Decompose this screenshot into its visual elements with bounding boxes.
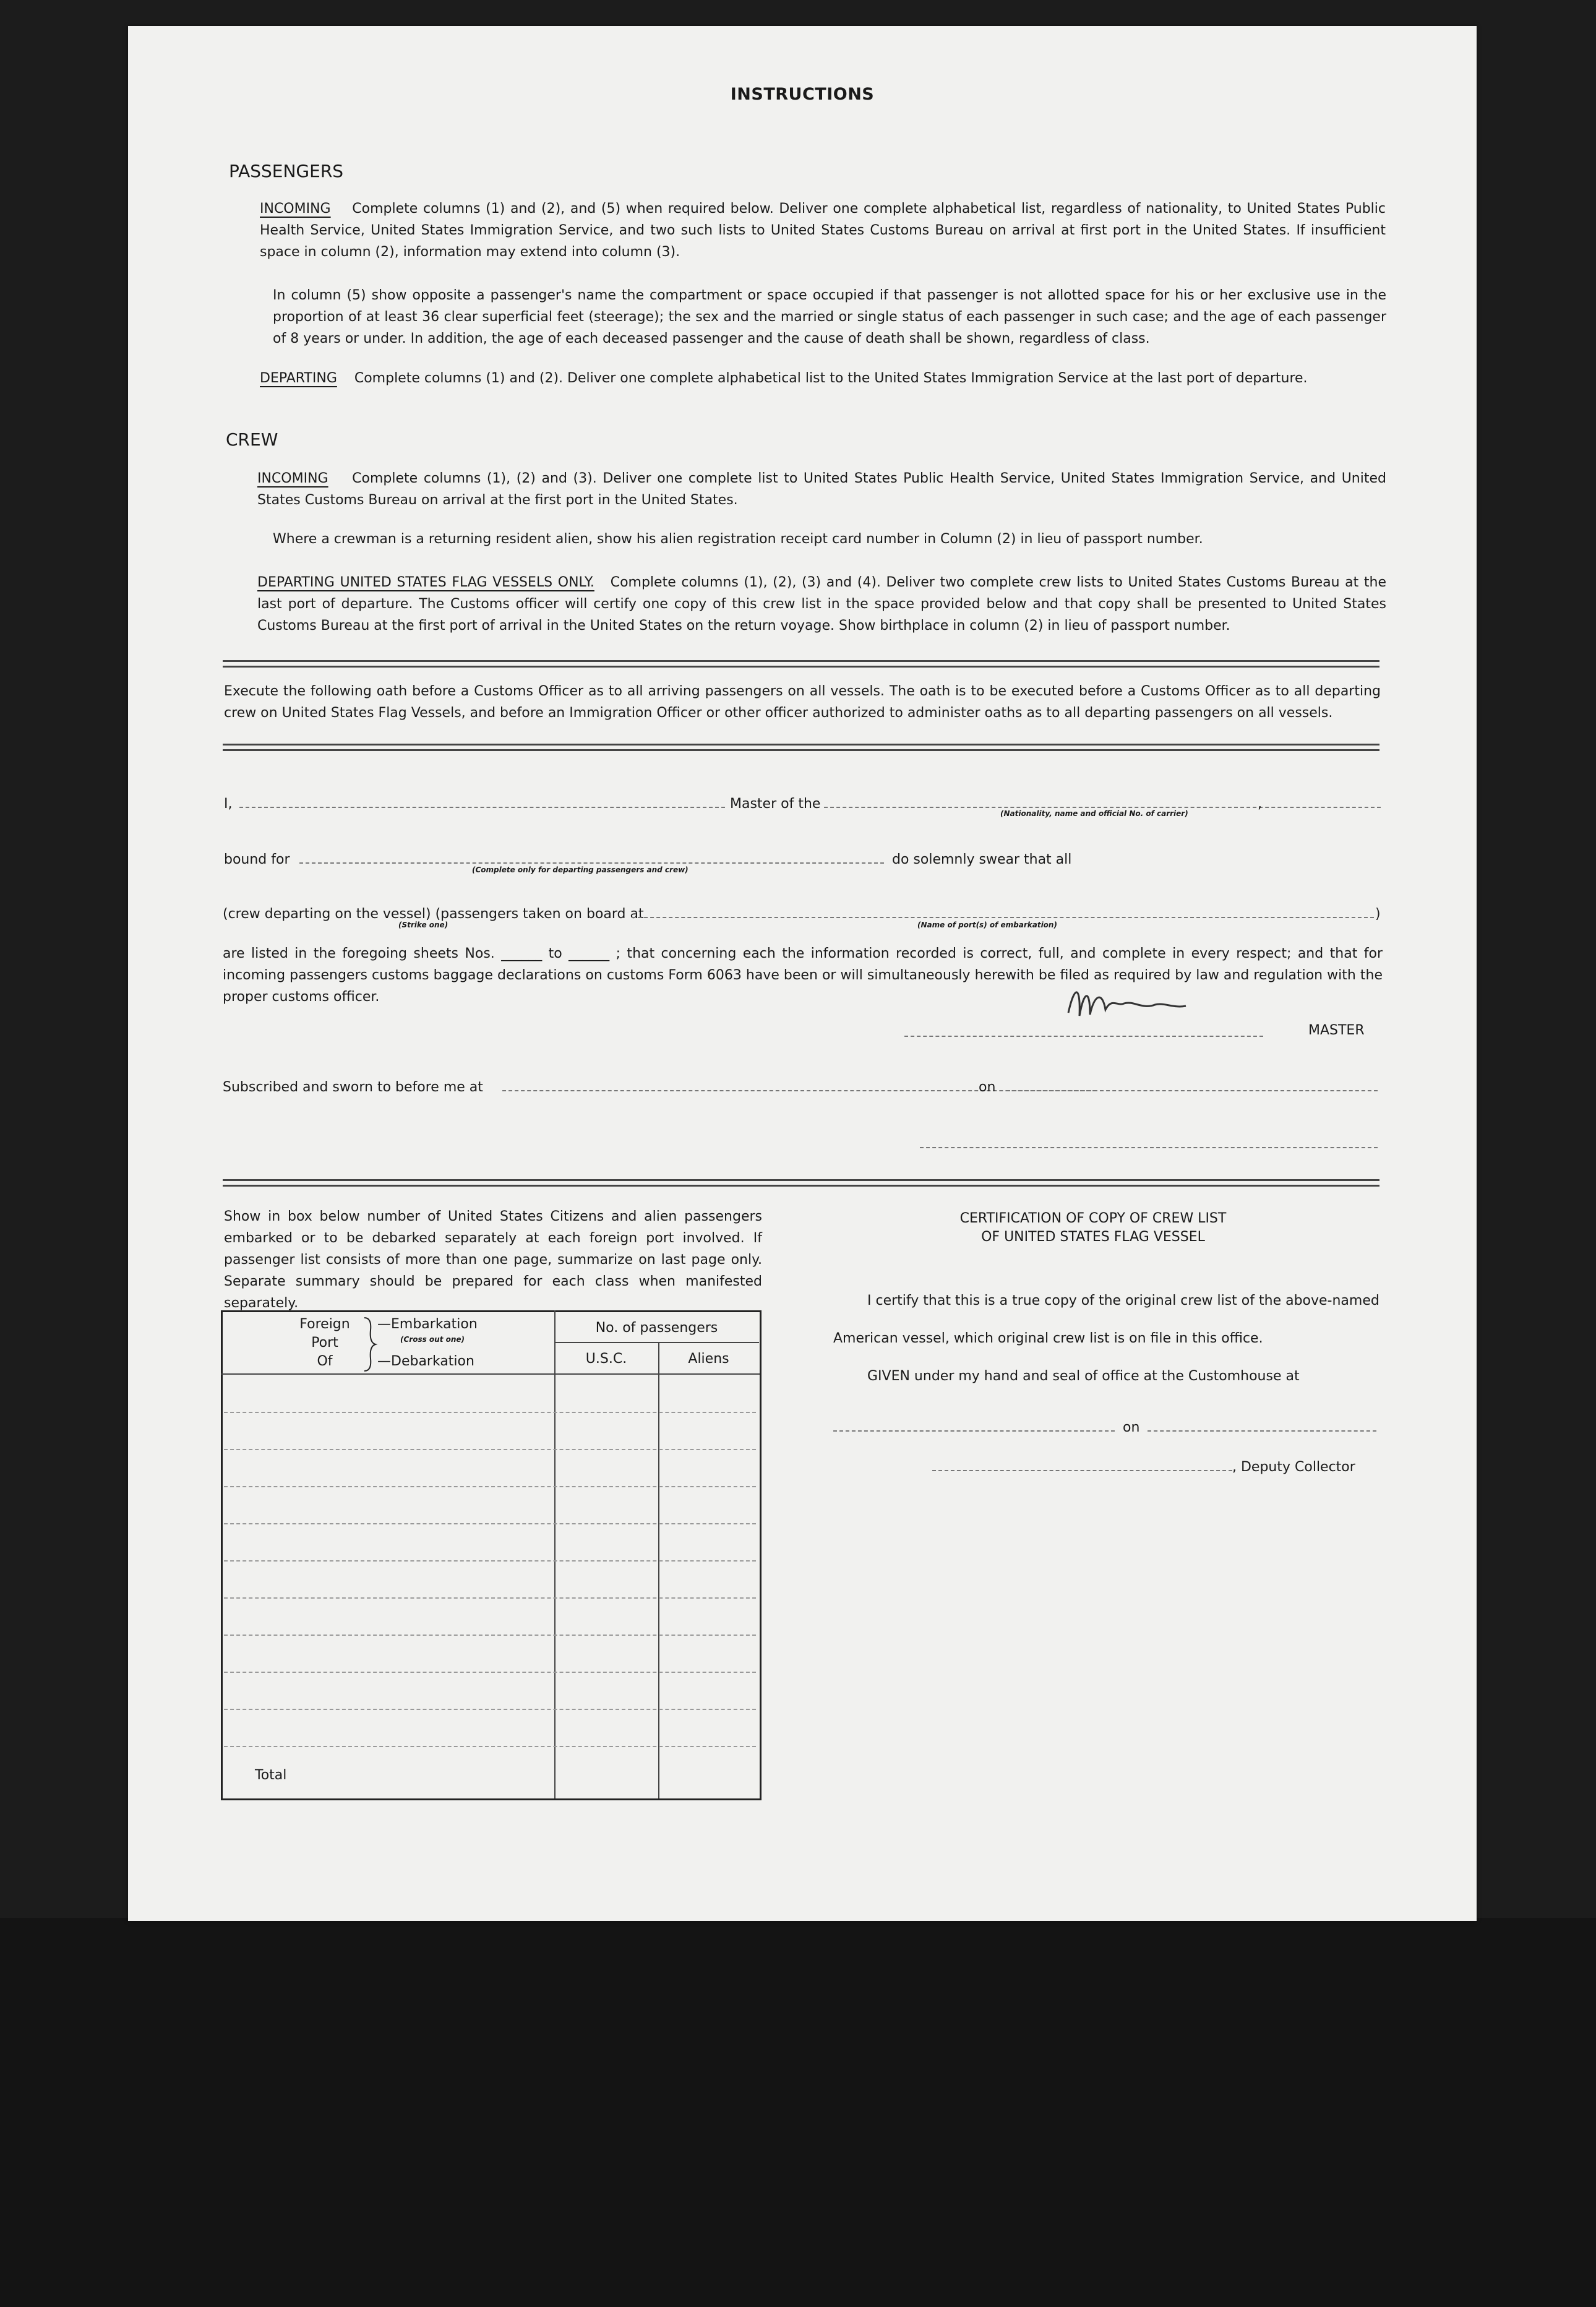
brace-icon [362, 1317, 378, 1372]
on-label: on [979, 1080, 996, 1095]
oath-i-label: I, [224, 796, 233, 812]
cert-on-label: on [1123, 1420, 1140, 1435]
cross-out-note: (Cross out one) [400, 1335, 465, 1344]
crew-departing-paragraph [257, 572, 1386, 637]
embarkation-label: —Embarkation [377, 1317, 478, 1332]
no-passengers-header: No. of passengers [595, 1320, 718, 1336]
master-signature [1056, 979, 1242, 1028]
page-title: INSTRUCTIONS [730, 85, 875, 104]
crew-resident-text: Where a crewman is a returning resident alien, show his alien registration receipt card number in Column (2) in lieu of passport number. [273, 531, 1203, 547]
table-row[interactable] [224, 1672, 756, 1673]
complete-only-note: (Complete only for departing passengers and crew) [472, 866, 689, 874]
subscribed-label: Subscribed and sworn to before me at [223, 1080, 483, 1095]
certification-title-line2: OF UNITED STATES FLAG VESSEL [981, 1229, 1205, 1245]
crew-departing-label: DEPARTING UNITED STATES FLAG VESSELS ONLY. [257, 575, 594, 590]
crew-incoming-label: INCOMING [257, 471, 328, 486]
table-row[interactable] [224, 1523, 756, 1524]
table-row[interactable] [224, 1560, 756, 1562]
master-label: MASTER [1308, 1023, 1365, 1038]
certification-date-field[interactable] [1148, 1430, 1376, 1432]
of-label: Of [317, 1354, 333, 1369]
scan-background [0, 1918, 1596, 2307]
table-divider [554, 1310, 556, 1798]
passengers-departing-text: Complete columns (1) and (2). Deliver one complete alphabetical list to the United States Immigration Service at the last port of departure. [354, 371, 1308, 386]
total-label: Total [255, 1768, 287, 1783]
summary-instructions: Show in box below number of United States Citizens and alien passengers embarked or to be debarked separately at each foreign port involved. If passenger list consists of more than one page, summarize on last page only. Separate summary should be prepared for each class when manifested separately. [224, 1209, 762, 1311]
sworn-date-field[interactable] [1006, 1090, 1378, 1091]
passengers-heading: PASSENGERS [229, 161, 344, 181]
crew-incoming-text: Complete columns (1), (2) and (3). Deliver one complete list to United States Public Health Service, United States Immigration Service, and United States Customs Bureau on arrival at the first port in the United States. [257, 471, 1386, 508]
usc-header: U.S.C. [585, 1351, 627, 1367]
table-row[interactable] [224, 1635, 756, 1636]
deputy-collector-signature-line[interactable] [932, 1470, 1232, 1471]
table-row[interactable] [224, 1597, 756, 1599]
passengers-incoming-paragraph [260, 198, 1386, 263]
master-name-field[interactable] [239, 807, 725, 808]
swear-label: do solemnly swear that all [892, 852, 1072, 867]
passengers-incoming-label: INCOMING [260, 201, 331, 217]
carrier-field[interactable] [824, 807, 1381, 808]
table-divider [658, 1342, 659, 1798]
close-paren: ) [1375, 906, 1381, 922]
listed-sheets-text: are listed in the foregoing sheets Nos. ______ to ______ ; that concerning each the information recorded is correct, full, and complete in every respect; and that for incoming passengers customs baggage declarations on customs Form 6063 have been or will simultaneously herewith be filed as required by law and regulation with the proper customs officer. [223, 946, 1383, 1005]
section-divider [223, 744, 1379, 751]
oath-intro: Execute the following oath before a Customs Officer as to all arriving passengers on all vessels. The oath is to be executed before a Customs Officer as to all departing crew on United States Flag Vessels, and before an Immigration Officer or other officer authorized to administer oaths as to all departing passengers on all vessels. [224, 684, 1381, 721]
customhouse-field[interactable] [833, 1430, 1115, 1432]
crew-departing-text: Complete columns (1), (2), (3) and (4). Deliver two complete crew lists to United States Customs Bureau at the last port of departure. The Customs officer will certify one copy of this crew list in the space provided below and that copy shall be presented to United States Customs Bureau at the first port of arrival in the United States on the return voyage. Show birthplace in column (2) in lieu of passport number. [257, 575, 1386, 634]
section-divider [223, 1179, 1379, 1187]
certify-line2: American vessel, which original crew list is on file in this office. [833, 1331, 1263, 1346]
foreign-label: Foreign [299, 1317, 350, 1332]
master-of-the-label: Master of the [730, 796, 821, 812]
aliens-header: Aliens [688, 1351, 729, 1367]
passengers-column5-text: In column (5) show opposite a passenger's name the compartment or space occupied if that passenger is not allotted space for his or her exclusive use in the proportion of at least 36 clear superficial feet (steerage); the sex and the married or single status of each passenger in such case; and the age of each passenger of 8 years or under. In addition, the age of each deceased passenger and the cause of death shall be shown, regardless of class. [273, 288, 1386, 346]
passengers-departing-label: DEPARTING [260, 371, 337, 386]
comma: , [1258, 796, 1262, 812]
strike-one-note: (Strike one) [398, 921, 448, 929]
nationality-note: (Nationality, name and official No. of carrier) [1000, 809, 1188, 818]
port-label: Port [311, 1335, 338, 1351]
section-divider [223, 660, 1379, 668]
crew-departing-label: (crew departing on the vessel) (passengers taken on board at [223, 906, 644, 922]
table-header-bottom [221, 1373, 760, 1375]
certification-title-line1: CERTIFICATION OF COPY OF CREW LIST [959, 1211, 1227, 1226]
master-signature-line[interactable] [904, 1036, 1263, 1037]
passengers-incoming-text: Complete columns (1) and (2), and (5) when required below. Deliver one complete alphabetical list, regardless of nationality, to United States Public Health Service, United States Immigration Service, and two such lists to United States Customs Bureau on arrival at first port in the United States. If insufficient space in column (2), information may extend into column (3). [260, 201, 1386, 260]
table-row[interactable] [224, 1709, 756, 1710]
table-row[interactable] [224, 1412, 756, 1413]
passengers-departing-paragraph [260, 367, 1386, 389]
table-row[interactable] [224, 1746, 756, 1747]
port-note: (Name of port(s) of embarkation) [917, 921, 1057, 929]
port-of-embarkation-field[interactable] [632, 917, 1374, 918]
officer-signature-line[interactable] [920, 1147, 1378, 1148]
summary-table [221, 1310, 762, 1800]
table-row[interactable] [224, 1486, 756, 1487]
debarkation-label: —Debarkation [377, 1354, 474, 1369]
certify-line1: I certify that this is a true copy of the original crew list of the above-named [867, 1293, 1379, 1308]
table-row[interactable] [224, 1449, 756, 1450]
crew-incoming-paragraph [257, 468, 1386, 511]
deputy-collector-label: , Deputy Collector [1232, 1459, 1355, 1475]
bound-for-field[interactable] [299, 862, 884, 864]
table-subheader-line [554, 1342, 759, 1343]
crew-heading: CREW [226, 429, 278, 450]
given-under-text: GIVEN under my hand and seal of office at the Customhouse at [867, 1368, 1300, 1384]
form-page [128, 26, 1477, 1921]
bound-for-label: bound for [224, 852, 290, 867]
